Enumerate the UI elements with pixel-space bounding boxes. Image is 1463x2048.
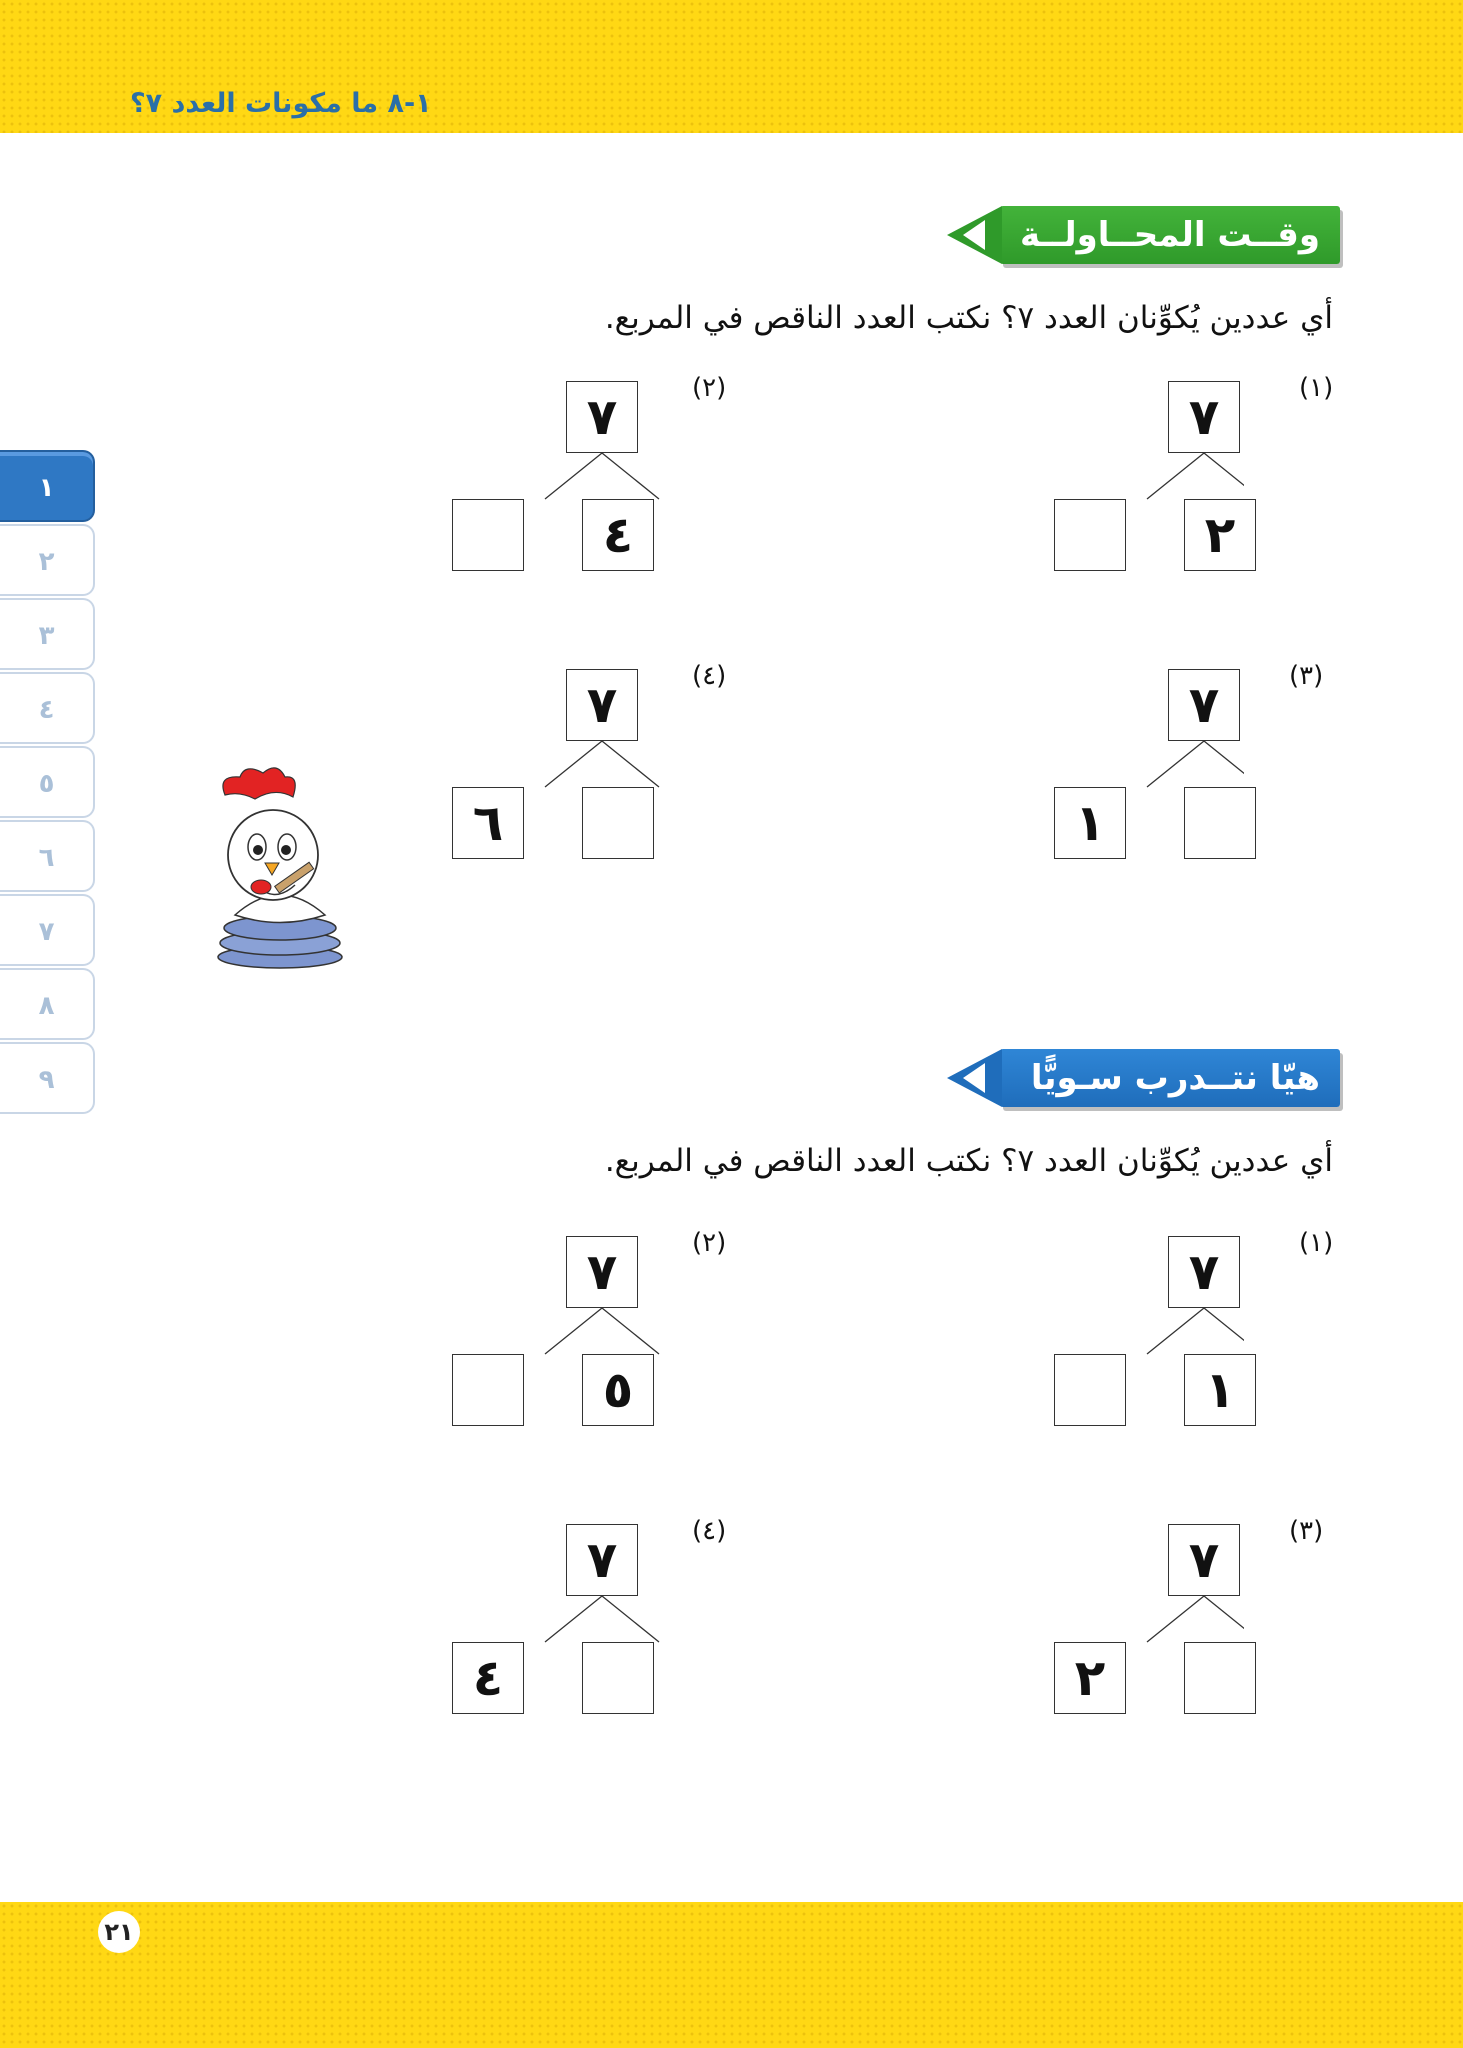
problem-label: (٤) <box>692 661 727 691</box>
problem-label: (١) <box>1299 1228 1334 1258</box>
tab-chapter-3[interactable]: ٣ <box>0 598 95 670</box>
part-box-left[interactable] <box>1054 499 1126 571</box>
try-time-banner <box>947 206 1340 270</box>
part-box-right[interactable]: ١ <box>1184 1354 1256 1426</box>
problem-label: (٤) <box>692 1516 727 1546</box>
instruction-text: أي عددين يُكوِّنان العدد ٧؟ نكتب العدد الناقص في المربع. <box>604 1143 1333 1179</box>
part-box-left[interactable] <box>452 499 524 571</box>
number-bond <box>1054 373 1354 581</box>
part-box-right[interactable]: ٤ <box>582 499 654 571</box>
banner-notch <box>963 1063 985 1093</box>
banner-label: هيّا نتــدرب سـويًّا <box>1030 1058 1320 1098</box>
part-box-left[interactable]: ٦ <box>452 787 524 859</box>
banner-label: وقــت المحــاولــة <box>1020 215 1320 255</box>
chick-mascot <box>195 765 360 970</box>
part-box-left[interactable] <box>452 1354 524 1426</box>
whole-box: ٧ <box>566 669 638 741</box>
part-box-right[interactable] <box>582 1642 654 1714</box>
problem-label: (٢) <box>692 373 727 403</box>
tab-chapter-5[interactable]: ٥ <box>0 746 95 818</box>
banner-notch <box>963 220 985 250</box>
tab-chapter-1[interactable]: ١ <box>0 450 95 522</box>
tab-chapter-2[interactable]: ٢ <box>0 524 95 596</box>
banner-body <box>1000 1049 1340 1107</box>
part-box-right[interactable]: ٥ <box>582 1354 654 1426</box>
problem-label: (٣) <box>1289 661 1324 691</box>
number-bond <box>452 1228 752 1436</box>
whole-box: ٧ <box>566 1236 638 1308</box>
tab-chapter-8[interactable]: ٨ <box>0 968 95 1040</box>
tab-chapter-6[interactable]: ٦ <box>0 820 95 892</box>
whole-box: ٧ <box>1168 381 1240 453</box>
number-bond <box>1054 661 1354 869</box>
banner-body <box>1000 206 1340 264</box>
problem-label: (٣) <box>1289 1516 1324 1546</box>
whole-box: ٧ <box>1168 1236 1240 1308</box>
part-box-left[interactable]: ٤ <box>452 1642 524 1714</box>
instruction-text: أي عددين يُكوِّنان العدد ٧؟ نكتب العدد الناقص في المربع. <box>604 300 1333 336</box>
whole-box: ٧ <box>1168 669 1240 741</box>
part-box-left[interactable]: ٢ <box>1054 1642 1126 1714</box>
part-box-left[interactable] <box>1054 1354 1126 1426</box>
whole-box: ٧ <box>1168 1524 1240 1596</box>
part-box-right[interactable] <box>582 787 654 859</box>
tab-chapter-9[interactable]: ٩ <box>0 1042 95 1114</box>
whole-box: ٧ <box>566 1524 638 1596</box>
practice-banner <box>947 1049 1340 1113</box>
tab-chapter-7[interactable]: ٧ <box>0 894 95 966</box>
number-bond <box>1054 1516 1354 1724</box>
part-box-right[interactable] <box>1184 787 1256 859</box>
tab-chapter-4[interactable]: ٤ <box>0 672 95 744</box>
lesson-title: ١-٨ ما مكونات العدد ٧؟ <box>130 88 432 119</box>
page-number: ٢١ <box>98 1911 140 1953</box>
number-bond <box>452 661 752 869</box>
whole-box: ٧ <box>566 381 638 453</box>
part-box-right[interactable] <box>1184 1642 1256 1714</box>
number-bond <box>452 1516 752 1724</box>
part-box-left[interactable]: ١ <box>1054 787 1126 859</box>
part-box-right[interactable]: ٢ <box>1184 499 1256 571</box>
number-bond <box>452 373 752 581</box>
bottom-footer-band <box>0 1902 1463 2048</box>
problem-label: (١) <box>1299 373 1334 403</box>
number-bond <box>1054 1228 1354 1436</box>
problem-label: (٢) <box>692 1228 727 1258</box>
